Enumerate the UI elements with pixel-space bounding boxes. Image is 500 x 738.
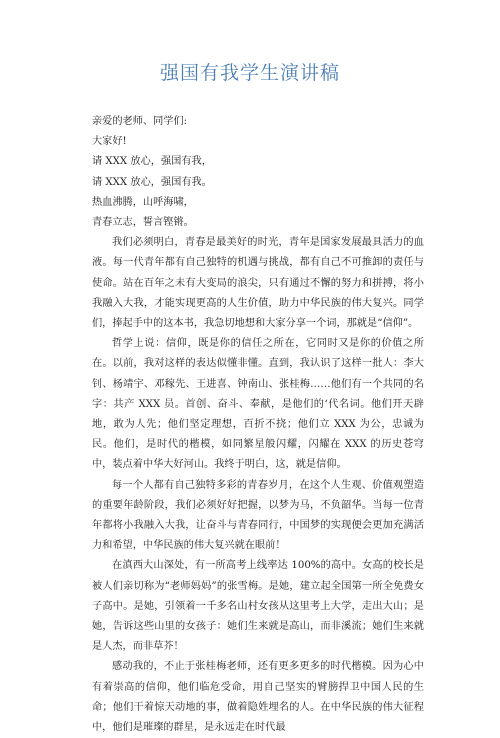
slogan-line: 请 XXX 放心，强国有我。 (92, 176, 212, 188)
slogan-line: 青春立志，誓言铿锵。 (92, 217, 194, 229)
paragraph: 我们必须明白，青春是最美好的时光，青年是国家发展最具活力的血液。每一代青年都有自己独特的机遇与挑战，都有自己不可推卸的责任与使命。站在百年之未有大变局的浪尖，只有通过不懈的努力和拼搏，将小我融入大我，才能实现更高的人生价值，助力中华民族的伟大复兴。同学们，捧起手中的这本书，我急切地想和大家分享一个词，那就是“信仰”。 (92, 237, 424, 330)
salutation: 亲爱的老师、同学们: (92, 116, 188, 127)
speech-body (92, 112, 424, 738)
paragraph: 感动我的，不止于张桂梅老师，还有更多更多的时代楷模。因为心中有着崇高的信仰，他们临危受命，用自己坚实的臂膀捍卫中国人民的生命；他们干着惊天动地的事，做着隐姓埋名的人。在中华民族的伟大征程中，他们是璀璨的群星，是永远走在时代最 (92, 661, 424, 734)
slogan-line: 热血沸腾，山呼海啸， (92, 196, 194, 208)
paragraph: 哲学上说：信仰，既是你的信任之所在，它同时又是你的价值之所在。以前，我对这样的表达似懂非懂。直到，我认识了这样一批人：李大钊、杨靖宇、邓稼先、王进喜、钟南山、张桂梅……他们有一个共同的名字：共产 XXX 员。首创、奋斗、奉献，是他们的‘代名词。他们开天辟地，敢为人先；他们坚定理想，百折不挠；他们立 XXX 为公，忠诚为民。他们，是时代的楷模，如同繁星般闪耀，闪耀在 XXX 的历史苍穹中，装点着中华大好河山。我终于明白，这，就是信仰。 (92, 338, 424, 471)
paragraph: 每一个人都有自己独特多彩的青春岁月，在这个人生观、价值观塑造的重要年龄阶段，我们必须好好把握，以梦为马，不负韶华。当每一位青年都将小我融入大我，让奋斗与青春同行，中国梦的实现便会更加充满活力和希望，中华民族的伟大复兴就在眼前！ (92, 479, 424, 552)
greeting: 大家好! (92, 136, 127, 148)
slogan-line: 请 XXX 放心，强国有我， (92, 156, 212, 168)
page-title: 强国有我学生演讲稿 (159, 62, 340, 84)
paragraph: 在滇西大山深处，有一所高考上线率达 100%的高中。女高的校长是被人们亲切称为“老师妈妈”的张雪梅。是她，建立起全国第一所全免费女子高中。是她，引领着一千多名山村女孩从这里考上大学，走出大山；是她，告诉这些山里的女孩子：她们生来就是高山，而非溪流；她们生来就是人杰，而非草芥！ (92, 560, 424, 653)
